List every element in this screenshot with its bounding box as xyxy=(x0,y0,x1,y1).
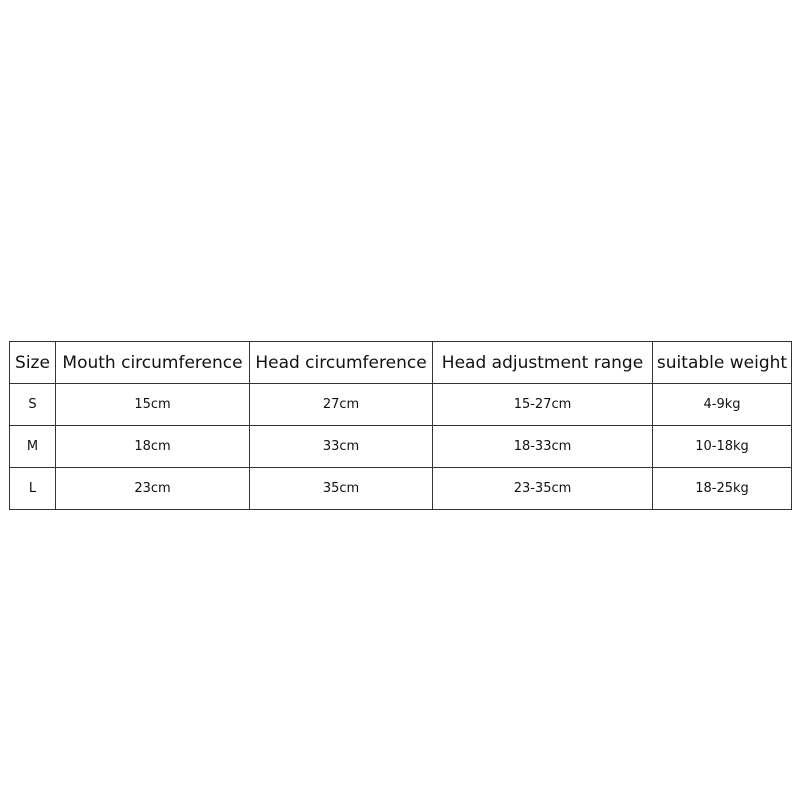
cell-suitable-weight: 4-9kg xyxy=(653,384,792,426)
cell-mouth-circumference: 18cm xyxy=(56,426,250,468)
cell-head-adjustment-range: 23-35cm xyxy=(433,468,653,510)
cell-head-circumference: 33cm xyxy=(250,426,433,468)
cell-head-adjustment-range: 18-33cm xyxy=(433,426,653,468)
cell-suitable-weight: 18-25kg xyxy=(653,468,792,510)
cell-head-adjustment-range: 15-27cm xyxy=(433,384,653,426)
table-header xyxy=(10,342,792,384)
table-body xyxy=(10,384,792,510)
header-row xyxy=(10,342,792,384)
table-row xyxy=(10,426,792,468)
size-chart-table xyxy=(9,341,792,510)
cell-size: M xyxy=(10,426,56,468)
cell-head-circumference: 35cm xyxy=(250,468,433,510)
header-mouth-circumference: Mouth circumference xyxy=(56,342,250,384)
header-size: Size xyxy=(10,342,56,384)
cell-size: S xyxy=(10,384,56,426)
table-row xyxy=(10,468,792,510)
cell-size: L xyxy=(10,468,56,510)
cell-head-circumference: 27cm xyxy=(250,384,433,426)
header-head-adjustment-range: Head adjustment range xyxy=(433,342,653,384)
cell-mouth-circumference: 15cm xyxy=(56,384,250,426)
cell-mouth-circumference: 23cm xyxy=(56,468,250,510)
header-suitable-weight: suitable weight xyxy=(653,342,792,384)
table-row xyxy=(10,384,792,426)
cell-suitable-weight: 10-18kg xyxy=(653,426,792,468)
header-head-circumference: Head circumference xyxy=(250,342,433,384)
